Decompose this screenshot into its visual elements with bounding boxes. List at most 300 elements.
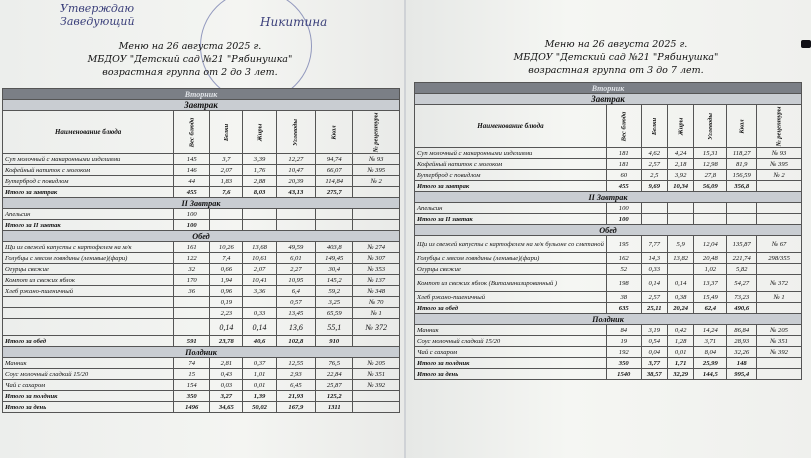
value-cell: 12,04: [694, 236, 727, 253]
value-cell: 38,57: [641, 369, 667, 380]
menu-row: [415, 275, 802, 292]
dish-name: Кофейный напиток с молоком: [415, 159, 607, 170]
value-cell: № 353: [353, 264, 400, 275]
dish-name: Итого за завтрак: [3, 187, 174, 198]
value-cell: 192: [606, 347, 641, 358]
value-cell: 146: [174, 165, 210, 176]
value-cell: 2,93: [276, 369, 315, 380]
value-cell: 135,87: [727, 236, 757, 253]
day-header: [3, 89, 400, 100]
column-header-text: Вес блюда: [188, 117, 196, 147]
value-cell: [174, 297, 210, 308]
value-cell: 10,26: [210, 242, 243, 253]
right-menu-page: [406, 0, 811, 458]
value-cell: 56,09: [694, 181, 727, 192]
value-cell: 0,54: [641, 336, 667, 347]
value-cell: 8,03: [243, 187, 276, 198]
value-cell: 2,23: [210, 308, 243, 319]
value-cell: 170: [174, 275, 210, 286]
dish-name: Итого за завтрак: [415, 181, 607, 192]
value-cell: 30,4: [316, 264, 353, 275]
value-cell: 15: [174, 369, 210, 380]
value-cell: 55,1: [316, 319, 353, 336]
value-cell: № 93: [353, 154, 400, 165]
value-cell: 81,9: [727, 159, 757, 170]
value-cell: 32,26: [727, 347, 757, 358]
dish-name: Итого за обед: [415, 303, 607, 314]
value-cell: 455: [174, 187, 210, 198]
value-cell: 118,27: [727, 148, 757, 159]
value-cell: [757, 264, 802, 275]
value-cell: 25,87: [316, 380, 353, 391]
section-header-label: II Завтрак: [3, 198, 400, 209]
value-cell: 12,27: [276, 154, 315, 165]
value-cell: 59,2: [316, 286, 353, 297]
value-cell: 0,01: [667, 347, 693, 358]
value-cell: 0,43: [210, 369, 243, 380]
value-cell: № 392: [757, 347, 802, 358]
menu-row: [3, 275, 400, 286]
value-cell: 195: [606, 236, 641, 253]
value-cell: 4,62: [641, 148, 667, 159]
dish-name: Чай с сахаром: [415, 347, 607, 358]
value-cell: 100: [606, 214, 641, 225]
section-header-label: II Завтрак: [415, 192, 802, 203]
value-cell: [316, 209, 353, 220]
value-cell: 0,14: [667, 275, 693, 292]
value-cell: [667, 203, 693, 214]
value-cell: 21,93: [276, 391, 315, 402]
section-header: [3, 100, 400, 111]
value-cell: № 351: [353, 369, 400, 380]
value-cell: [210, 220, 243, 231]
column-header-text: Вес блюда: [620, 111, 628, 141]
title-line: МБДОУ "Детский сад №21 "Рябинушка": [513, 52, 719, 63]
dish-name: Голубцы с мясом говядины (ленивые)(фари): [3, 253, 174, 264]
title-line: возрастная группа от 3 до 7 лет.: [528, 65, 704, 76]
menu-row: [3, 264, 400, 275]
value-cell: № 70: [353, 297, 400, 308]
binder-clip: [801, 40, 811, 48]
value-cell: 100: [174, 220, 210, 231]
value-cell: 114,84: [316, 176, 353, 187]
value-cell: 403,8: [316, 242, 353, 253]
value-cell: 3,27: [210, 391, 243, 402]
value-cell: [694, 214, 727, 225]
value-cell: № 67: [757, 236, 802, 253]
column-header: [727, 105, 757, 148]
section-header: [3, 347, 400, 358]
value-cell: 122: [174, 253, 210, 264]
value-cell: 198: [606, 275, 641, 292]
title-line: МБДОУ "Детский сад №21 "Рябинушка": [87, 54, 293, 65]
column-header-text: № рецептуры: [372, 112, 380, 152]
value-cell: 8,04: [694, 347, 727, 358]
menu-row: [3, 242, 400, 253]
value-cell: 145,2: [316, 275, 353, 286]
menu-row: [415, 347, 802, 358]
value-cell: 50,02: [243, 402, 276, 413]
title-line: возрастная группа от 2 до 3 лет.: [102, 67, 278, 78]
menu-row: [3, 369, 400, 380]
column-header: [276, 111, 315, 154]
value-cell: № 274: [353, 242, 400, 253]
day-header-label: Вторник: [3, 89, 400, 100]
value-cell: 23,78: [210, 336, 243, 347]
menu-row: [3, 286, 400, 297]
column-header-text: Белки: [650, 117, 658, 135]
column-header-text: № рецептуры: [775, 106, 783, 146]
dish-name: Итого за II завтак: [3, 220, 174, 231]
dish-name: Хлеб ржано-пшеничный: [415, 292, 607, 303]
section-header: [3, 231, 400, 242]
value-cell: 3,71: [694, 336, 727, 347]
value-cell: [694, 203, 727, 214]
dish-name: [3, 308, 174, 319]
value-cell: 7,4: [210, 253, 243, 264]
menu-row: [3, 308, 400, 319]
value-cell: 9,69: [641, 181, 667, 192]
value-cell: [757, 358, 802, 369]
value-cell: 4,24: [667, 148, 693, 159]
value-cell: 350: [174, 391, 210, 402]
menu-row: [415, 292, 802, 303]
value-cell: 3,7: [210, 154, 243, 165]
value-cell: 36: [174, 286, 210, 297]
section-total-row: [415, 181, 802, 192]
menu-row: [415, 253, 802, 264]
value-cell: 66,07: [316, 165, 353, 176]
column-headers: [415, 105, 802, 148]
value-cell: [353, 391, 400, 402]
dish-name: Манник: [415, 325, 607, 336]
column-header: [353, 111, 400, 154]
value-cell: [353, 187, 400, 198]
value-cell: 60: [606, 170, 641, 181]
value-cell: 7,77: [641, 236, 667, 253]
value-cell: 0,42: [667, 325, 693, 336]
dish-name: [3, 297, 174, 308]
value-cell: [210, 209, 243, 220]
value-cell: 0,38: [667, 292, 693, 303]
value-cell: № 307: [353, 253, 400, 264]
menu-table: [414, 82, 802, 380]
menu-row: [3, 253, 400, 264]
section-total-row: [415, 303, 802, 314]
value-cell: 12,55: [276, 358, 315, 369]
menu-table: [2, 88, 400, 413]
value-cell: 350: [606, 358, 641, 369]
value-cell: 0,33: [641, 264, 667, 275]
menu-title: [486, 38, 746, 77]
dish-name: Итого за день: [415, 369, 607, 380]
value-cell: № 2: [353, 176, 400, 187]
menu-row: [415, 236, 802, 253]
value-cell: 10,61: [243, 253, 276, 264]
value-cell: 100: [606, 203, 641, 214]
value-cell: № 392: [353, 380, 400, 391]
dish-name: Манник: [3, 358, 174, 369]
menu-title: [60, 40, 320, 79]
dish-name: Компот из свежих яблок: [3, 275, 174, 286]
menu-row: [3, 165, 400, 176]
value-cell: 102,8: [276, 336, 315, 347]
column-header: [174, 111, 210, 154]
value-cell: 2,57: [641, 292, 667, 303]
value-cell: 0,19: [210, 297, 243, 308]
value-cell: 2,07: [210, 165, 243, 176]
section-header-label: Завтрак: [415, 94, 802, 105]
dish-name: Чай с сахаром: [3, 380, 174, 391]
value-cell: [174, 319, 210, 336]
value-cell: 0,37: [243, 358, 276, 369]
value-cell: 25,11: [641, 303, 667, 314]
value-cell: [757, 303, 802, 314]
value-cell: [353, 220, 400, 231]
day-header-label: Вторник: [415, 83, 802, 94]
value-cell: 5,82: [727, 264, 757, 275]
value-cell: № 205: [757, 325, 802, 336]
left-menu-page: [0, 0, 404, 458]
day-total-row: [415, 369, 802, 380]
dish-name: Голубцы с мясом говядины (ленивые)(фари): [415, 253, 607, 264]
value-cell: 144,5: [694, 369, 727, 380]
value-cell: [757, 214, 802, 225]
value-cell: 14,24: [694, 325, 727, 336]
menu-row: [3, 297, 400, 308]
value-cell: 6,4: [276, 286, 315, 297]
column-header: [606, 105, 641, 148]
day-total-row: [3, 402, 400, 413]
value-cell: № 351: [757, 336, 802, 347]
value-cell: 15,31: [694, 148, 727, 159]
value-cell: 0,57: [276, 297, 315, 308]
signature-name: Никитина: [260, 15, 328, 29]
value-cell: [243, 209, 276, 220]
value-cell: 13,68: [243, 242, 276, 253]
column-header-text: Ккал: [738, 118, 746, 134]
value-cell: № 1: [757, 292, 802, 303]
column-header: [694, 105, 727, 148]
value-cell: 43,13: [276, 187, 315, 198]
value-cell: № 372: [757, 275, 802, 292]
value-cell: 0,66: [210, 264, 243, 275]
value-cell: 181: [606, 159, 641, 170]
value-cell: 148: [727, 358, 757, 369]
value-cell: 25,99: [694, 358, 727, 369]
value-cell: 10,47: [276, 165, 315, 176]
dish-name: Апельсин: [415, 203, 607, 214]
column-header-text: Белки: [222, 123, 230, 141]
value-cell: 0,33: [243, 308, 276, 319]
value-cell: [243, 297, 276, 308]
value-cell: 1,94: [210, 275, 243, 286]
value-cell: 298/355: [757, 253, 802, 264]
value-cell: 62,4: [694, 303, 727, 314]
value-cell: [316, 220, 353, 231]
section-header: [415, 192, 802, 203]
day-header: [415, 83, 802, 94]
value-cell: 1311: [316, 402, 353, 413]
value-cell: 221,74: [727, 253, 757, 264]
value-cell: 100: [174, 209, 210, 220]
menu-row: [3, 380, 400, 391]
value-cell: 0,14: [210, 319, 243, 336]
value-cell: [353, 336, 400, 347]
value-cell: № 372: [353, 319, 400, 336]
value-cell: 10,95: [276, 275, 315, 286]
value-cell: 125,2: [316, 391, 353, 402]
section-header: [415, 314, 802, 325]
value-cell: 54,27: [727, 275, 757, 292]
dish-name: Соус молочный сладкий 15/20: [415, 336, 607, 347]
section-total-row: [3, 220, 400, 231]
value-cell: 20,24: [667, 303, 693, 314]
menu-row: [3, 358, 400, 369]
value-cell: 15,49: [694, 292, 727, 303]
value-cell: 1540: [606, 369, 641, 380]
section-total-row: [3, 187, 400, 198]
section-header-label: Обед: [3, 231, 400, 242]
value-cell: 145: [174, 154, 210, 165]
value-cell: 38: [606, 292, 641, 303]
dish-name: Щи из свежей капусты с картофелем на м/к: [3, 242, 174, 253]
value-cell: 44: [174, 176, 210, 187]
value-cell: 1,39: [243, 391, 276, 402]
column-header: Наименование блюда: [3, 111, 174, 154]
value-cell: 6,45: [276, 380, 315, 391]
dish-name: Апельсин: [3, 209, 174, 220]
dish-name: Огурцы свежие: [3, 264, 174, 275]
value-cell: 65,59: [316, 308, 353, 319]
value-cell: 3,92: [667, 170, 693, 181]
dish-name: Итого за обед: [3, 336, 174, 347]
value-cell: 2,81: [210, 358, 243, 369]
section-total-row: [3, 391, 400, 402]
value-cell: [667, 214, 693, 225]
value-cell: 0,14: [641, 275, 667, 292]
value-cell: 1,01: [243, 369, 276, 380]
column-header: [243, 111, 276, 154]
dish-name: Бутерброд с повидлом: [3, 176, 174, 187]
dish-name: Итого за полдник: [415, 358, 607, 369]
value-cell: 14,3: [641, 253, 667, 264]
value-cell: 0,04: [641, 347, 667, 358]
signature-line: Заведующий: [60, 15, 135, 28]
value-cell: 181: [606, 148, 641, 159]
column-header-text: Углеводы: [292, 118, 300, 146]
column-header: [641, 105, 667, 148]
value-cell: [243, 220, 276, 231]
value-cell: 13,37: [694, 275, 727, 292]
value-cell: 52: [606, 264, 641, 275]
value-cell: 156,59: [727, 170, 757, 181]
value-cell: 7,6: [210, 187, 243, 198]
value-cell: 591: [174, 336, 210, 347]
value-cell: 40,6: [243, 336, 276, 347]
column-header-text: Жиры: [677, 117, 685, 135]
menu-row: [3, 209, 400, 220]
value-cell: [727, 203, 757, 214]
value-cell: 1496: [174, 402, 210, 413]
menu-row: [415, 325, 802, 336]
dish-name: Итого за полдник: [3, 391, 174, 402]
value-cell: [667, 264, 693, 275]
value-cell: 2,88: [243, 176, 276, 187]
value-cell: 2,5: [641, 170, 667, 181]
value-cell: 84: [606, 325, 641, 336]
menu-row: [415, 336, 802, 347]
dish-name: [3, 319, 174, 336]
value-cell: № 395: [353, 165, 400, 176]
value-cell: 2,27: [276, 264, 315, 275]
value-cell: 3,25: [316, 297, 353, 308]
value-cell: 34,65: [210, 402, 243, 413]
column-header: Наименование блюда: [415, 105, 607, 148]
value-cell: № 1: [353, 308, 400, 319]
value-cell: 0,14: [243, 319, 276, 336]
value-cell: 6,01: [276, 253, 315, 264]
section-header-label: Завтрак: [3, 100, 400, 111]
value-cell: 74: [174, 358, 210, 369]
section-header: [3, 198, 400, 209]
column-header-text: Жиры: [256, 123, 264, 141]
menu-row: [415, 148, 802, 159]
value-cell: 275,7: [316, 187, 353, 198]
value-cell: 3,39: [243, 154, 276, 165]
value-cell: 0,03: [210, 380, 243, 391]
menu-row: [415, 159, 802, 170]
value-cell: 49,59: [276, 242, 315, 253]
value-cell: 76,5: [316, 358, 353, 369]
menu-row: [415, 170, 802, 181]
value-cell: 2,07: [243, 264, 276, 275]
value-cell: [641, 203, 667, 214]
section-total-row: [3, 336, 400, 347]
value-cell: 20,39: [276, 176, 315, 187]
column-header: [316, 111, 353, 154]
value-cell: 28,93: [727, 336, 757, 347]
value-cell: № 348: [353, 286, 400, 297]
value-cell: 10,34: [667, 181, 693, 192]
value-cell: № 2: [757, 170, 802, 181]
value-cell: 3,19: [641, 325, 667, 336]
column-header-text: Углеводы: [706, 112, 714, 140]
value-cell: 3,36: [243, 286, 276, 297]
value-cell: 19: [606, 336, 641, 347]
value-cell: [353, 402, 400, 413]
dish-name: Огурцы свежие: [415, 264, 607, 275]
menu-row: [415, 203, 802, 214]
value-cell: [757, 181, 802, 192]
menu-row: [3, 319, 400, 336]
value-cell: 490,6: [727, 303, 757, 314]
value-cell: [757, 369, 802, 380]
value-cell: 2,18: [667, 159, 693, 170]
value-cell: 356,8: [727, 181, 757, 192]
value-cell: 2,57: [641, 159, 667, 170]
value-cell: [641, 214, 667, 225]
value-cell: [276, 220, 315, 231]
value-cell: 32,29: [667, 369, 693, 380]
dish-name: Суп молочный с макаронными изделиями: [415, 148, 607, 159]
section-header-label: Полдник: [415, 314, 802, 325]
value-cell: 154: [174, 380, 210, 391]
value-cell: 73,23: [727, 292, 757, 303]
value-cell: 995,4: [727, 369, 757, 380]
value-cell: № 395: [757, 159, 802, 170]
signature-line: Утверждаю: [60, 2, 135, 15]
